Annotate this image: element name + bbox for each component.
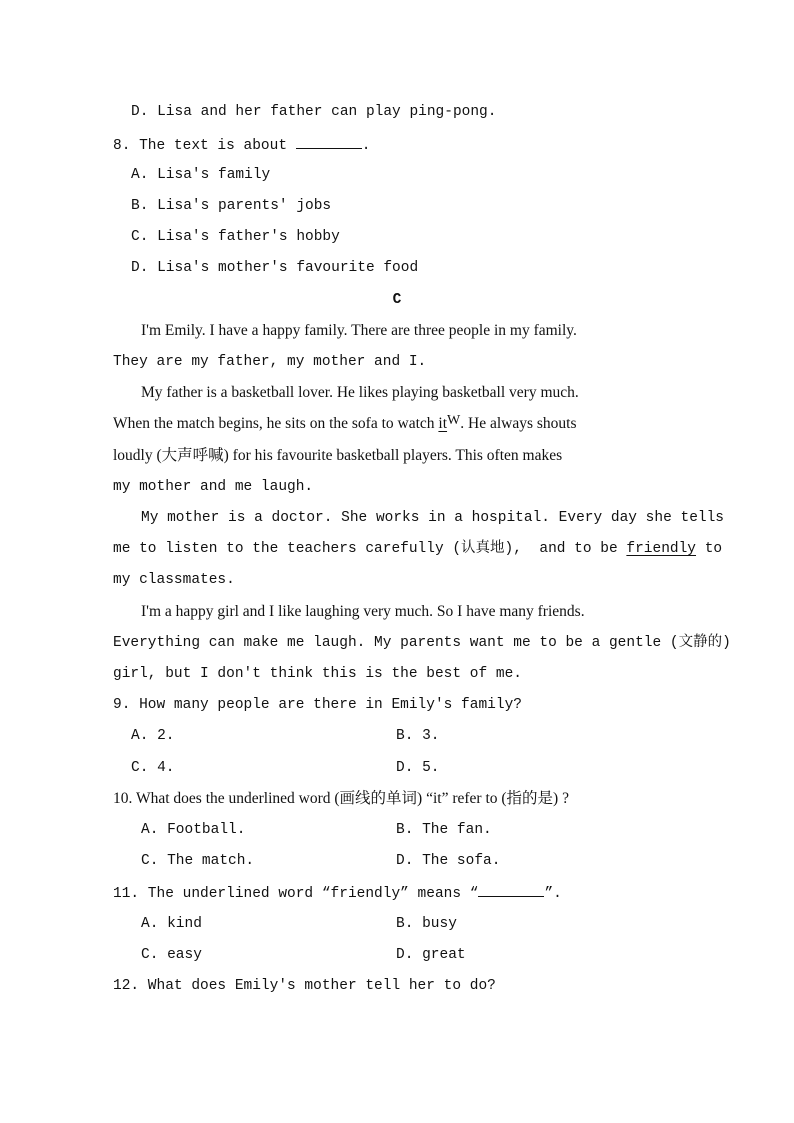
passage-line: my mother and me laugh. [113, 479, 314, 495]
passage-line: My father is a basketball lover. He likes playing basketball very much. [141, 384, 579, 401]
q9-option-a: A. 2. [131, 728, 175, 744]
passage-text: to [696, 541, 723, 557]
q11-stem-end: ”. [544, 886, 562, 902]
q8-answer-blank [296, 134, 362, 149]
passage-text: . He always shouts [460, 415, 577, 432]
q10-option-c: C. The match. [141, 853, 255, 869]
passage-text: me to listen to the teachers carefully (认真地), and to be [113, 541, 627, 557]
q8-option-b: B. Lisa's parents' jobs [131, 198, 332, 214]
passage-line [113, 539, 722, 559]
q11-option-d: D. great [396, 947, 466, 963]
q8-stem-end: . [361, 138, 371, 154]
passage-line [113, 414, 577, 434]
q8-option-a: A. Lisa's family [131, 167, 271, 183]
q8-option-d: D. Lisa's mother's favourite food [131, 260, 419, 276]
q10-option-a: A. Football. [141, 822, 246, 838]
passage-line: They are my father, my mother and I. [113, 354, 427, 370]
q9-question: 9. How many people are there in Emily's family? [113, 697, 522, 713]
passage-line: I'm Emily. I have a happy family. There are three people in my family. [141, 322, 577, 339]
q11-stem: 11. The underlined word “friendly” means “ [113, 886, 479, 902]
q11-option-b: B. busy [396, 916, 457, 932]
q9-option-d: D. 5. [396, 760, 440, 776]
passage-heading: C [392, 292, 402, 308]
underlined-word-friendly: friendly [626, 541, 697, 557]
underlined-word-it: it [438, 415, 448, 432]
passage-line: Everything can make me laugh. My parents want me to be a gentle (文静的) [113, 635, 731, 651]
passage-line: girl, but I don't think this is the best of me. [113, 666, 522, 682]
q10-option-d: D. The sofa. [396, 853, 501, 869]
q12-question: 12. What does Emily's mother tell her to do? [113, 978, 496, 994]
q8-stem: 8. The text is about [113, 138, 296, 154]
q11-option-c: C. easy [141, 947, 202, 963]
q9-option-b: B. 3. [396, 728, 440, 744]
q11-answer-blank [478, 882, 544, 897]
q8-option-c: C. Lisa's father's hobby [131, 229, 340, 245]
passage-line: I'm a happy girl and I like laughing very much. So I have many friends. [141, 603, 585, 620]
q11-question [113, 882, 562, 902]
q7-option-d: D. Lisa and her father can play ping-pong. [131, 104, 497, 120]
mark-glyph: W [447, 413, 461, 428]
q10-question: 10. What does the underlined word (画线的单词) “it” refer to (指的是) ? [113, 790, 569, 807]
passage-line: my classmates. [113, 572, 235, 588]
passage-line: My mother is a doctor. She works in a hospital. Every day she tells [141, 510, 724, 526]
q8-question [113, 134, 370, 154]
q10-option-b: B. The fan. [396, 822, 492, 838]
passage-text: When the match begins, he sits on the sofa to watch [113, 415, 439, 432]
passage-line: loudly (大声呼喊) for his favourite basketball players. This often makes [113, 447, 563, 464]
q11-option-a: A. kind [141, 916, 202, 932]
q9-option-c: C. 4. [131, 760, 175, 776]
